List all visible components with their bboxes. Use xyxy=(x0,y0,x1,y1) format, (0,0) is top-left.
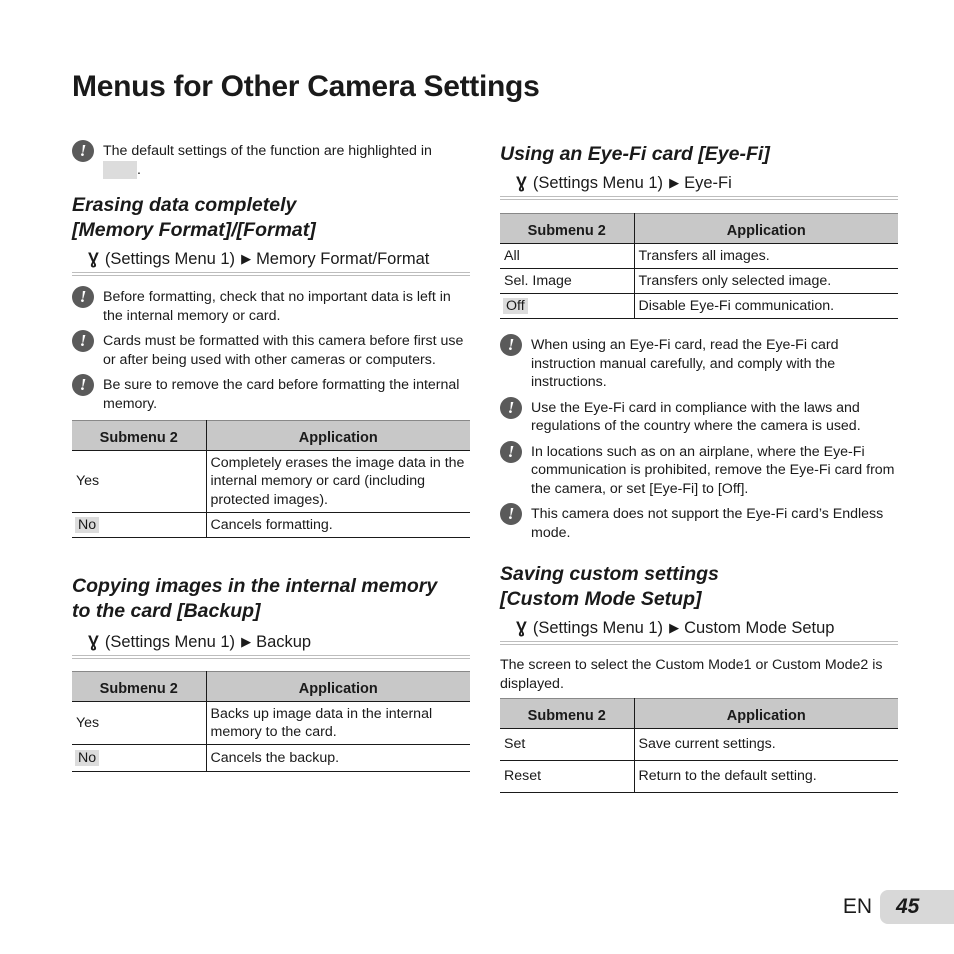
eyefi-table xyxy=(500,213,898,319)
triangle-right-icon: ▶ xyxy=(669,620,680,635)
table-row: Reset Return to the default setting. xyxy=(500,761,898,793)
page-title: Menus for Other Camera Settings xyxy=(72,70,540,103)
table-row: Set Save current settings. xyxy=(500,729,898,761)
eyefi-note: ! When using an Eye-Fi card, read the Eye-Fi card instruction manual carefully, and comply with the instructions. xyxy=(500,336,898,392)
wrench-icon: Ɣ xyxy=(516,618,527,637)
default-highlight: Off xyxy=(503,298,528,314)
custom-section-title: Saving custom settings [Custom Mode Setup] xyxy=(500,563,719,610)
format-menu-path: Ɣ (Settings Menu 1) ▶ Memory Format/Format xyxy=(72,249,470,276)
format-note: ! Before formatting, check that no important data is left in the internal memory or card. xyxy=(72,288,470,325)
backup-menu-path: Ɣ (Settings Menu 1) ▶ Backup xyxy=(72,632,470,659)
default-note-end: . xyxy=(137,161,141,178)
wrench-icon: Ɣ xyxy=(88,249,99,268)
wrench-icon: Ɣ xyxy=(516,173,527,192)
left-column xyxy=(72,142,470,772)
table-row: No Cancels formatting. xyxy=(72,513,470,538)
format-table xyxy=(72,420,470,538)
caution-icon: ! xyxy=(500,334,522,356)
caution-icon: ! xyxy=(500,397,522,419)
format-section-title: Erasing data completely [Memory Format]/[Format] xyxy=(72,194,316,241)
page-footer xyxy=(843,890,954,924)
table-header-row: Submenu 2 Application xyxy=(500,699,898,729)
right-column xyxy=(500,142,898,793)
default-highlight: No xyxy=(75,750,99,766)
highlight-swatch xyxy=(103,161,137,179)
table-row: All Transfers all images. xyxy=(500,244,898,269)
caution-icon: ! xyxy=(72,140,94,162)
caution-icon: ! xyxy=(72,374,94,396)
custom-description: The screen to select the Custom Mode1 or Custom Mode2 is displayed. xyxy=(500,657,883,692)
format-note: ! Cards must be formatted with this camera before first use or after being used with other cameras or computers. xyxy=(72,332,470,369)
custom-table xyxy=(500,698,898,793)
wrench-icon: Ɣ xyxy=(88,632,99,651)
table-header-row: Submenu 2 Application xyxy=(72,421,470,451)
triangle-right-icon: ▶ xyxy=(669,175,680,190)
custom-menu-path: Ɣ (Settings Menu 1) ▶ Custom Mode Setup xyxy=(500,618,898,645)
backup-section-title: Copying images in the internal memory to the card [Backup] xyxy=(72,575,438,622)
format-note: ! Be sure to remove the card before formatting the internal memory. xyxy=(72,376,470,413)
default-highlight: No xyxy=(75,517,99,533)
table-row: Off Disable Eye-Fi communication. xyxy=(500,294,898,319)
table-row: No Cancels the backup. xyxy=(72,745,470,772)
eyefi-section-title: Using an Eye-Fi card [Eye-Fi] xyxy=(500,143,770,165)
eyefi-notes xyxy=(500,336,898,542)
eyefi-note: ! In locations such as on an airplane, where the Eye-Fi communication is prohibited, remove the Eye-Fi card from the camera, or set [Eye-Fi] to [Off]. xyxy=(500,443,898,499)
backup-table xyxy=(72,671,470,772)
table-header-row: Submenu 2 Application xyxy=(72,672,470,702)
table-row: Sel. Image Transfers only selected image. xyxy=(500,269,898,294)
eyefi-note: ! Use the Eye-Fi card in compliance with the laws and regulations of the country where the camera is used. xyxy=(500,399,898,436)
caution-icon: ! xyxy=(72,330,94,352)
format-notes xyxy=(72,288,470,413)
triangle-right-icon: ▶ xyxy=(241,634,252,649)
language-label: EN xyxy=(842,895,872,918)
caution-icon: ! xyxy=(72,286,94,308)
caution-icon: ! xyxy=(500,503,522,525)
table-header-row: Submenu 2 Application xyxy=(500,214,898,244)
default-note xyxy=(72,142,470,179)
table-row: Yes Completely erases the image data in the internal memory or card (including protected images). xyxy=(72,451,470,513)
eyefi-note: ! This camera does not support the Eye-Fi card’s Endless mode. xyxy=(500,505,898,542)
caution-icon: ! xyxy=(500,441,522,463)
triangle-right-icon: ▶ xyxy=(241,251,252,266)
eyefi-menu-path: Ɣ (Settings Menu 1) ▶ Eye-Fi xyxy=(500,173,898,200)
default-note-text: The default settings of the function are highlighted in xyxy=(103,143,432,159)
table-row: Yes Backs up image data in the internal memory to the card. xyxy=(72,702,470,745)
page-number: 45 xyxy=(880,890,954,924)
